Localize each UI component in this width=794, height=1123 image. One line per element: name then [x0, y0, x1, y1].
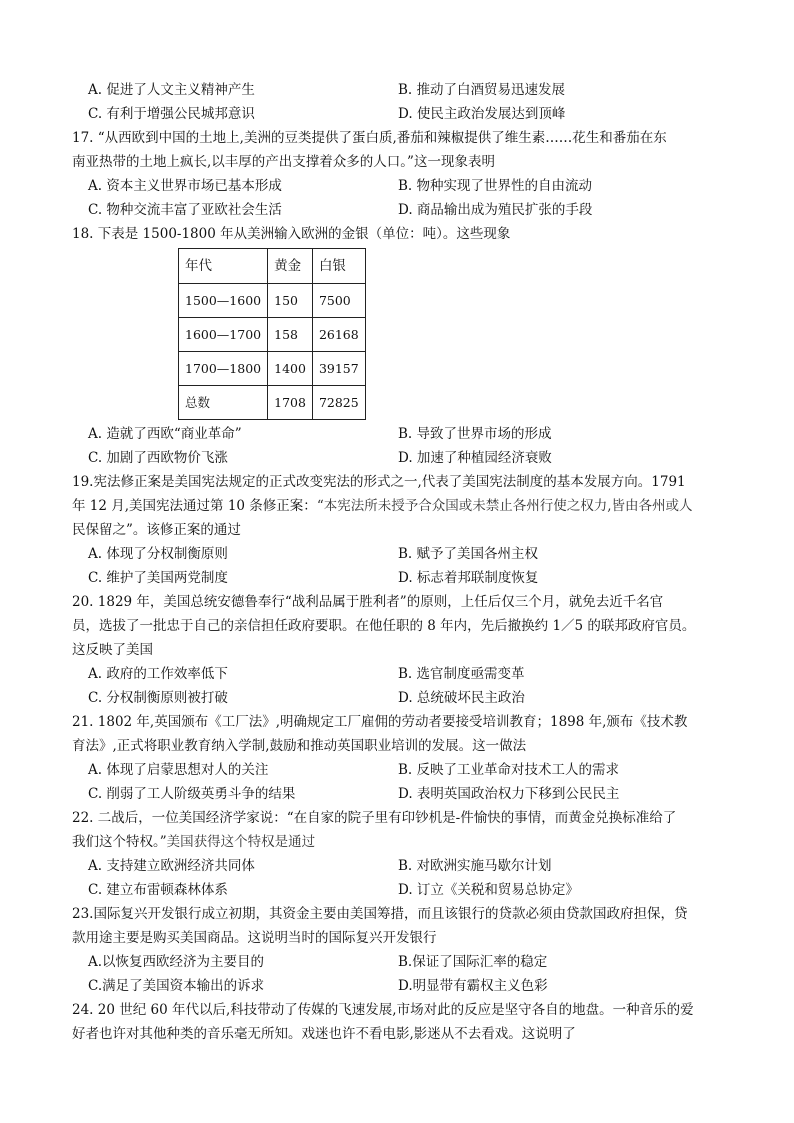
q22-option-d: D. 订立《关税和贸易总协定》: [398, 882, 579, 898]
q24-stem-line-1: 24. 20 世纪 60 年代以后,科技带动了传媒的飞速发展,市场对此的反应是坚守各自的地盘。一种音乐的爱: [72, 1002, 694, 1018]
q19-stem-line-1: 19.宪法修正案是美国宪法规定的正式改变宪法的形式之一,代表了美国宪法制度的基本发展方向。1791: [72, 474, 686, 490]
q20-option-d: D. 总统破坏民主政治: [398, 690, 525, 706]
q18-options-row-1: [72, 422, 732, 446]
q19-option-c: C. 维护了美国两党制度: [88, 570, 228, 586]
q22-option-a: A. 支持建立欧洲经济共同体: [88, 858, 255, 874]
q19-stem-line-3: 民保留之”。该修正案的通过: [72, 522, 241, 538]
q17-options-row-2: [72, 198, 732, 222]
table-header-cell: 年代: [179, 249, 268, 284]
q21-options-row-2: [72, 782, 732, 806]
q20-option-b: B. 选官制度亟需变革: [398, 666, 525, 682]
q16-option-d: D. 使民主政治发展达到顶峰: [398, 106, 566, 122]
q21-option-c: C. 削弱了工人阶级英勇斗争的结果: [88, 786, 296, 802]
q23-options-row-2: [72, 974, 732, 998]
table-row: [179, 352, 366, 386]
q23-option-b: B.保证了国际汇率的稳定: [398, 954, 548, 970]
q22-options-row-1: [72, 854, 732, 878]
q20-stem-line-2: 员，选拔了一批忠于自己的亲信担任政府要职。在他任职的 8 年内，先后撤换约 1／5 的联邦政府官员。: [72, 618, 696, 634]
q16-option-a: A. 促进了人文主义精神产生: [88, 82, 255, 98]
q22-stem-line-1: 22. 二战后，一位美国经济学家说：“在自家的院子里有印钞机是-件愉快的事情，而黄金兑换标准给了: [72, 810, 677, 826]
q18-option-c: C. 加剧了西欧物价飞涨: [88, 450, 228, 466]
q16-options-row-1: [72, 78, 732, 102]
table-cell: 1400: [268, 352, 313, 386]
q19-option-d: D. 标志着邦联制度恢复: [398, 570, 539, 586]
table-header-row: [179, 249, 366, 284]
q19-stem-line-2a: 年 12 月,美国宪法通过第 10 条修正案：: [72, 498, 317, 514]
q22-options-row-2: [72, 878, 732, 902]
q22-stem-line-2a: 我们这个特权。”: [72, 834, 167, 850]
q17-option-d: D. 商品输出成为殖民扩张的手段: [398, 202, 593, 218]
q18-option-d: D. 加速了种植园经济衰败: [398, 450, 552, 466]
content: [72, 78, 732, 1046]
q17-stem-line-1: 17. “从西欧到中国的土地上,美洲的豆类提供了蛋白质,番茄和辣椒提供了维生素……花生和番茄在东: [72, 130, 667, 146]
q21-stem-line-1: 21. 1802 年,英国颁布《工厂法》,明确规定工厂雇佣的劳动者要接受培训教育；1898 年,颁布《技术教: [72, 714, 688, 730]
table-cell: 158: [268, 318, 313, 352]
q23-option-d: D.明显带有霸权主义色彩: [398, 978, 548, 994]
table-cell: 150: [268, 284, 313, 318]
q16-option-b: B. 推动了白酒贸易迅速发展: [398, 82, 566, 98]
table-cell: 26168: [312, 318, 365, 352]
q21-option-b: B. 反映了工业革命对技术工人的需求: [398, 762, 620, 778]
q17-option-a: A. 资本主义世界市场已基本形成: [88, 178, 282, 194]
q20-stem-line-3: 这反映了美国: [72, 642, 153, 658]
table-row: [179, 284, 366, 318]
q23-options-row-1: [72, 950, 732, 974]
table-cell: 1500—1600: [179, 284, 268, 318]
q20-options-row-1: [72, 662, 732, 686]
q17-option-b: B. 物种实现了世界性的自由流动: [398, 178, 593, 194]
q19-options-row-1: [72, 542, 732, 566]
table-row: [179, 386, 366, 420]
table-cell: 1600—1700: [179, 318, 268, 352]
table-cell: 1708: [268, 386, 313, 420]
table-row: [179, 318, 366, 352]
q16-option-c: C. 有利于增强公民城邦意识: [88, 106, 255, 122]
q18-options-row-2: [72, 446, 732, 470]
q19-amendment-quote: “本宪法所未授予合众国或未禁止各州行使之权力,皆由各州或人: [316, 498, 693, 514]
q17-option-c: C. 物种交流丰富了亚欧社会生活: [88, 202, 282, 218]
q23-option-a: A.以恢复西欧经济为主要目的: [88, 954, 265, 970]
q21-options-row-1: [72, 758, 732, 782]
q22-option-b: B. 对欧洲实施马歇尔计划: [398, 858, 552, 874]
table-cell: 72825: [312, 386, 365, 420]
q19-option-a: A. 体现了分权制衡原则: [88, 546, 228, 562]
q20-options-row-2: [72, 686, 732, 710]
q23-stem-line-2: 款用途主要是购买美国商品。这说明当时的国际复兴开发银行: [72, 930, 437, 946]
q22-stem-line-2: [72, 830, 732, 854]
q17-options-row-1: [72, 174, 732, 198]
table-header-cell: 黄金: [268, 249, 313, 284]
table-cell: 1700—1800: [179, 352, 268, 386]
q16-options-row-2: [72, 102, 732, 126]
q19-option-b: B. 赋予了美国各州主权: [398, 546, 539, 562]
q20-option-c: C. 分权制衡原则被打破: [88, 690, 228, 706]
q22-stem-line-2b: 美国获得这个特权是通过: [166, 834, 316, 850]
table-header-cell: 白银: [312, 249, 365, 284]
q19-stem-line-2: [72, 494, 732, 518]
q21-option-d: D. 表明英国政治权力下移到公民民主: [398, 786, 620, 802]
q23-option-c: C.满足了美国资本输出的诉求: [88, 978, 265, 994]
q18-option-b: B. 导致了世界市场的形成: [398, 426, 552, 442]
q24-stem-line-2: 好者也许对其他种类的音乐毫无所知。戏迷也许不看电影,影迷从不去看戏。这说明了: [72, 1026, 576, 1042]
table-cell: 7500: [312, 284, 365, 318]
q18-option-a: A. 造就了西欧“商业革命”: [88, 426, 242, 442]
q20-stem-line-1: 20. 1829 年，美国总统安德鲁奉行“战利品属于胜利者”的原则，上任后仅三个月，就免去近千名官: [72, 594, 664, 610]
q17-stem-line-2: 南亚热带的土地上疯长,以丰厚的产出支撑着众多的人口。”这一现象表明: [72, 154, 495, 170]
q21-stem-line-2: 育法》,正式将职业教育纳入学制,鼓励和推动英国职业培训的发展。这一做法: [72, 738, 527, 754]
table-cell: 总数: [179, 386, 268, 420]
gold-silver-table: [178, 248, 366, 420]
q18-stem: 18. 下表是 1500-1800 年从美洲输入欧洲的金银（单位：吨）。这些现象: [72, 226, 511, 242]
q20-option-a: A. 政府的工作效率低下: [88, 666, 228, 682]
q23-stem-line-1: 23.国际复兴开发银行成立初期，其资金主要由美国筹措，而且该银行的贷款必须由贷款国政府担保，贷: [72, 906, 688, 922]
q22-option-c: C. 建立布雷顿森林体系: [88, 882, 228, 898]
table-cell: 39157: [312, 352, 365, 386]
q21-option-a: A. 体现了启蒙思想对人的关注: [88, 762, 269, 778]
q19-options-row-2: [72, 566, 732, 590]
